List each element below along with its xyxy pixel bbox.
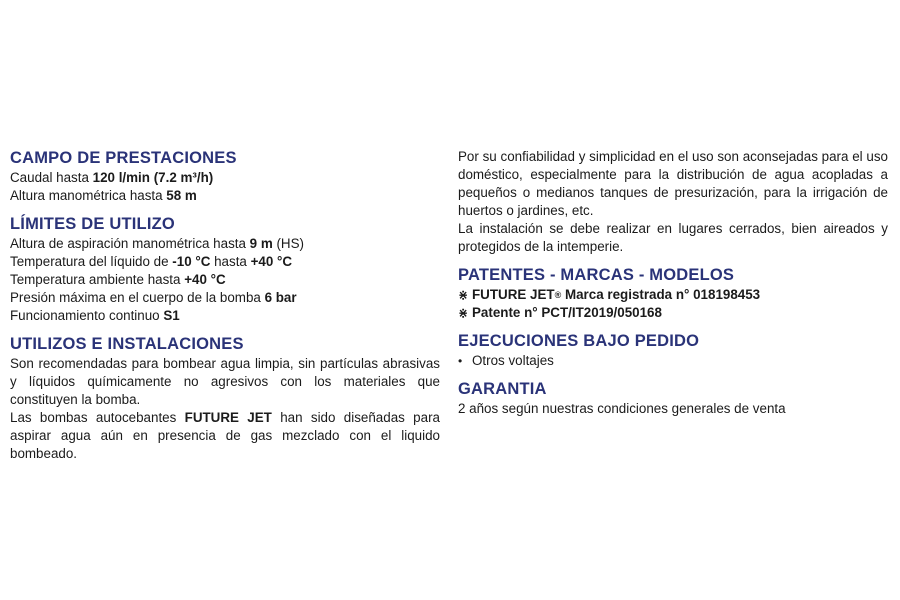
section-ejecuciones: [458, 331, 888, 370]
temp-ambiente-value: +40 °C: [184, 272, 226, 287]
section-limites-utilizo: [10, 214, 440, 325]
section-title-ejecuciones: EJECUCIONES BAJO PEDIDO: [458, 332, 700, 350]
reference-mark-icon: ⋇: [458, 288, 469, 302]
caudal-value: 120 l/min: [92, 170, 150, 185]
presion-line: [10, 289, 440, 307]
utilizos-p2-prefix: Las bombas autocebantes: [10, 410, 185, 425]
aspiracion-label: Altura de aspiración manométrica hasta: [10, 236, 250, 251]
trademark-brand: FUTURE JET: [472, 287, 555, 302]
section-intro: [458, 148, 888, 256]
section-title-limites: LÍMITES DE UTILIZO: [10, 215, 175, 233]
patente-item-patent: [458, 304, 888, 322]
section-patentes: [458, 265, 888, 322]
temp-ambiente-line: [10, 271, 440, 289]
temp-ambiente-label: Temperatura ambiente hasta: [10, 272, 185, 287]
presion-value: 6 bar: [264, 290, 297, 305]
temp-liquido-mid: hasta: [210, 254, 251, 269]
reference-mark-icon: ⋇: [458, 306, 469, 320]
brand-name: FUTURE JET: [184, 410, 272, 425]
section-campo-prestaciones: [10, 148, 440, 205]
funcionamiento-label: Funcionamiento continuo: [10, 308, 164, 323]
section-utilizos-instalaciones: [10, 334, 440, 463]
patent-text: Patente n° PCT/IT2019/050168: [472, 305, 662, 320]
list-item: [458, 352, 888, 370]
section-title-campo: CAMPO DE PRESTACIONES: [10, 149, 237, 167]
altura-label: Altura manométrica hasta: [10, 188, 167, 203]
section-garantia: [458, 379, 888, 418]
temp-liquido-line: [10, 253, 440, 271]
caudal-value-m3h: (7.2 m³/h): [153, 170, 214, 185]
section-title-patentes: PATENTES - MARCAS - MODELOS: [458, 266, 735, 284]
caudal-line: [10, 169, 440, 187]
registered-symbol: ®: [554, 290, 562, 300]
temp-liquido-max: +40 °C: [250, 254, 293, 269]
section-title-garantia: GARANTIA: [458, 380, 547, 398]
left-column: [10, 148, 440, 472]
aspiracion-suffix: (HS): [272, 236, 304, 251]
intro-paragraph-1: Por su confiabilidad y simplicidad en el uso son aconsejadas para el uso doméstico, especialmente para la distribución de agua acopladas a pequeños o medianos tanques de presurización, para la irrigación de huertos o jardines, etc.: [458, 149, 888, 218]
right-column: [458, 148, 888, 427]
utilizos-p2-suffix: han sido diseñadas para aspirar agua aún en presencia de gas mezclado con el liquido bombeado.: [10, 410, 440, 461]
altura-line: [10, 187, 440, 205]
intro-paragraph-2: La instalación se debe realizar en lugares cerrados, bien aireados y protegidos de la intemperie.: [458, 221, 888, 254]
caudal-label: Caudal hasta: [10, 170, 93, 185]
ejecuciones-item-text: Otros voltajes: [472, 353, 554, 368]
presion-label: Presión máxima en el cuerpo de la bomba: [10, 290, 265, 305]
trademark-text: Marca registrada n° 018198453: [561, 287, 761, 302]
temp-liquido-label: Temperatura del líquido de: [10, 254, 173, 269]
aspiracion-value: 9 m: [249, 236, 273, 251]
temp-liquido-min: -10 °C: [172, 254, 211, 269]
bullet-icon: •: [458, 354, 463, 368]
aspiracion-line: [10, 235, 440, 253]
patente-item-trademark: [458, 286, 888, 304]
funcionamiento-value: S1: [163, 308, 180, 323]
utilizos-paragraph-1: Son recomendadas para bombear agua limpia, sin partículas abrasivas y líquidos químicamente no agresivos con los materiales que constituyen la bomba.: [10, 356, 440, 407]
section-title-utilizos: UTILIZOS E INSTALACIONES: [10, 335, 244, 353]
utilizos-paragraph-2: [10, 409, 440, 463]
funcionamiento-line: [10, 307, 440, 325]
garantia-text: 2 años según nuestras condiciones generales de venta: [458, 401, 786, 416]
altura-value: 58 m: [166, 188, 197, 203]
